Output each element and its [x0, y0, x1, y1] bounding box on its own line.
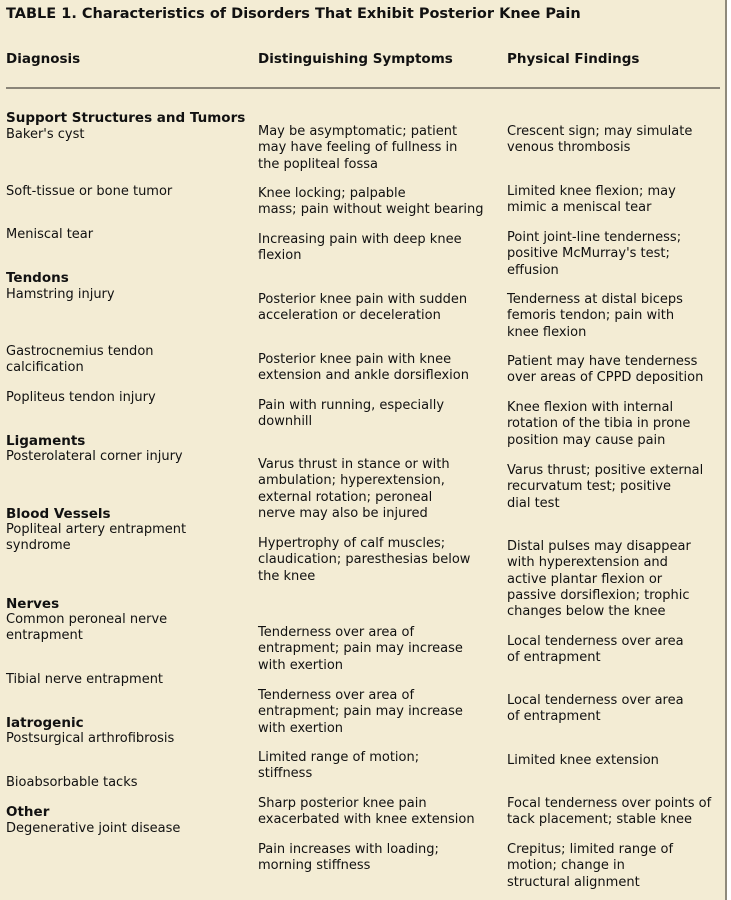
section-nerves: Nerves — [6, 596, 60, 612]
row-findings: Tenderness at distal biceps femoris tendon; pain with knee flexion — [507, 292, 683, 340]
row-findings: Local tenderness over area of entrapment — [507, 634, 684, 666]
row-diagnosis: Bioabsorbable tacks — [6, 775, 138, 790]
section-other: Other — [6, 804, 50, 820]
row-diagnosis: Baker's cyst — [6, 127, 85, 142]
row-findings: Limited knee extension — [507, 753, 659, 768]
row-symptoms: Limited range of motion; stiffness — [258, 750, 420, 782]
row-symptoms: May be asymptomatic; patient may have feeling of fullness in the popliteal fossa — [258, 124, 458, 172]
row-findings: Local tenderness over area of entrapment — [507, 693, 684, 725]
section-ligaments: Ligaments — [6, 433, 86, 449]
row-diagnosis: Posterolateral corner injury — [6, 449, 183, 464]
table-title: TABLE 1. Characteristics of Disorders That Exhibit Posterior Knee Pain — [6, 6, 581, 22]
section-iatrogenic: Iatrogenic — [6, 715, 84, 731]
row-findings: Knee flexion with internal rotation of the tibia in prone position may cause pain — [507, 400, 691, 448]
row-symptoms: Varus thrust in stance or with ambulation; hyperextension, external rotation; peroneal nerve may also be injured — [258, 457, 450, 521]
row-symptoms: Tenderness over area of entrapment; pain may increase with exertion — [258, 625, 463, 673]
row-diagnosis: Tibial nerve entrapment — [6, 672, 164, 687]
row-symptoms: Knee locking; palpable mass; pain without weight bearing — [258, 186, 484, 218]
header-symptoms: Distinguishing Symptoms — [258, 51, 453, 67]
section-tendons: Tendons — [6, 270, 69, 286]
row-findings: Point joint-line tenderness; positive McMurray's test; effusion — [507, 230, 682, 278]
section-blood-vessels: Blood Vessels — [6, 506, 111, 522]
header-diagnosis: Diagnosis — [6, 51, 81, 67]
row-symptoms: Pain with running, especially downhill — [258, 398, 445, 430]
row-symptoms: Pain increases with loading; morning stiffness — [258, 842, 439, 874]
row-findings: Distal pulses may disappear with hyperextension and active plantar flexion or passive dorsiflexion; trophic changes below the knee — [507, 539, 691, 620]
row-findings: Crepitus; limited range of motion; change in structural alignment — [507, 842, 674, 890]
row-diagnosis: Common peroneal nerve entrapment — [6, 612, 168, 644]
section-support-structures: Support Structures and Tumors — [6, 110, 246, 126]
row-diagnosis: Postsurgical arthrofibrosis — [6, 731, 175, 746]
row-symptoms: Increasing pain with deep knee flexion — [258, 232, 462, 264]
row-symptoms: Tenderness over area of entrapment; pain may increase with exertion — [258, 688, 463, 736]
row-findings: Varus thrust; positive external recurvatum test; positive dial test — [507, 463, 704, 511]
row-diagnosis: Degenerative joint disease — [6, 821, 181, 836]
row-symptoms: Sharp posterior knee pain exacerbated with knee extension — [258, 796, 475, 828]
row-diagnosis: Meniscal tear — [6, 227, 94, 242]
row-findings: Focal tenderness over points of tack placement; stable knee — [507, 796, 712, 828]
row-diagnosis: Gastrocnemius tendon calcification — [6, 344, 154, 376]
row-diagnosis: Hamstring injury — [6, 287, 115, 302]
row-symptoms: Posterior knee pain with knee extension and ankle dorsiflexion — [258, 352, 469, 384]
row-findings: Crescent sign; may simulate venous thrombosis — [507, 124, 693, 156]
row-findings: Patient may have tenderness over areas of CPPD deposition — [507, 354, 704, 386]
header-divider — [6, 87, 720, 89]
row-diagnosis: Soft-tissue or bone tumor — [6, 184, 173, 199]
row-symptoms: Posterior knee pain with sudden acceleration or deceleration — [258, 292, 468, 324]
header-findings: Physical Findings — [507, 51, 640, 67]
row-findings: Limited knee flexion; may mimic a meniscal tear — [507, 184, 676, 216]
row-diagnosis: Popliteal artery entrapment syndrome — [6, 522, 187, 554]
row-diagnosis: Popliteus tendon injury — [6, 390, 156, 405]
row-symptoms: Hypertrophy of calf muscles; claudication; paresthesias below the knee — [258, 536, 471, 584]
